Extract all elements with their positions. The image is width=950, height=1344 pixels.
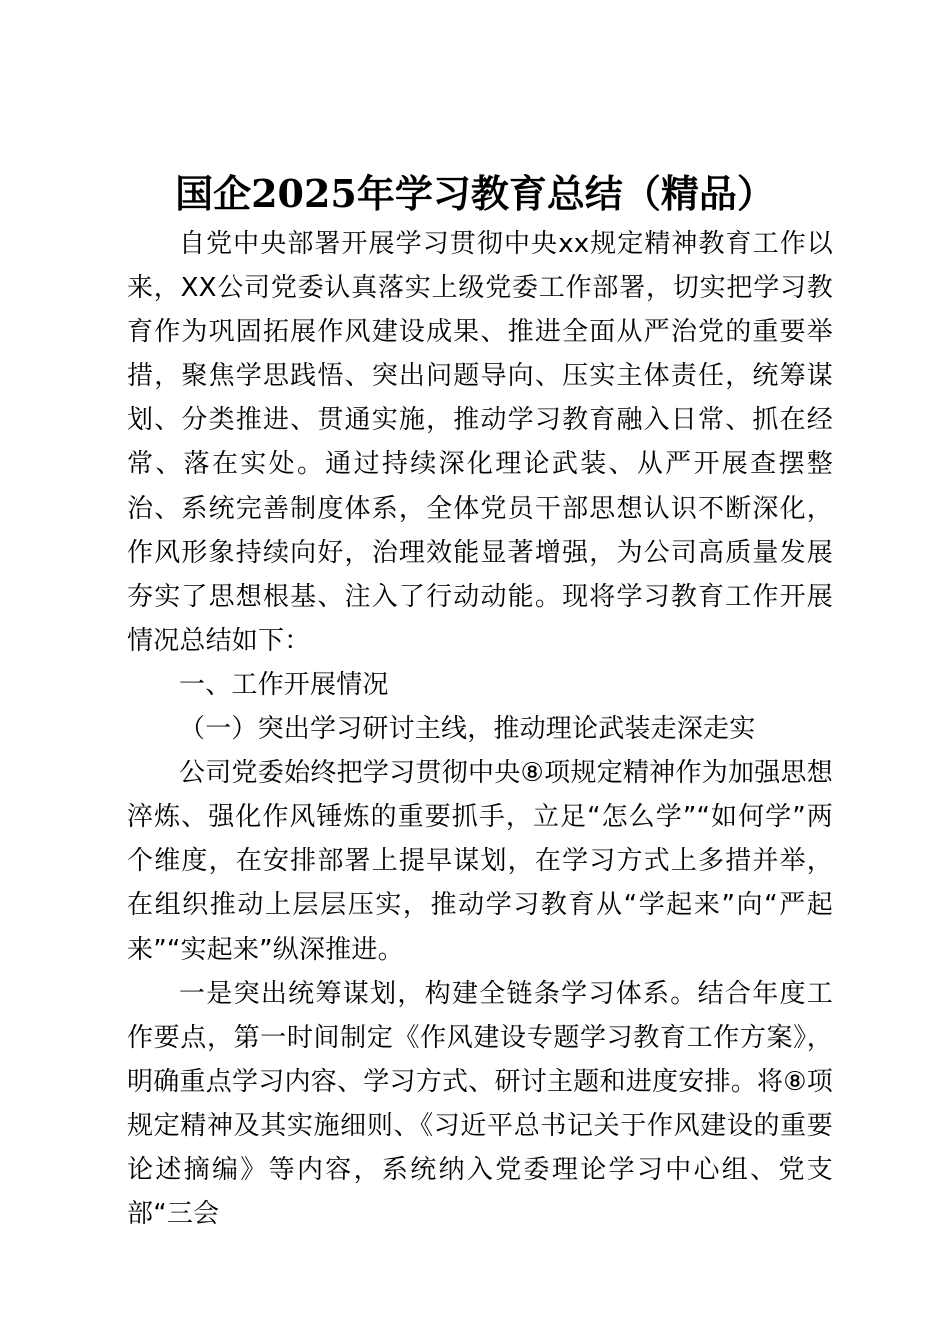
section-heading: 一、工作开展情况 <box>179 669 389 700</box>
paragraph-party-committee: 公司党委始终把学习贯彻中央⑧项规定精神作为加强思想淬炼、强化作风锤炼的重要抓手，立足“怎么学”“如何学”两个维度，在安排部署上提早谋划，在学习方式上多措并举，在组织推动上层层压实，推动学习教育从“学起来”向“严起来”“实起来”纵深推进。 <box>127 758 833 965</box>
subsection-heading: （一）突出学习研讨主线，推动理论武装走深走实 <box>179 714 756 745</box>
document-body <box>127 222 833 1236</box>
document-title: 国企2025年学习教育总结（精品） <box>175 171 775 216</box>
paragraph-point-one: 一是突出统筹谋划，构建全链条学习体系。结合年度工作要点，第一时间制定《作风建设专题学习教育工作方案》，明确重点学习内容、学习方式、研讨主题和进度安排。将⑧项规定精神及其实施细则、《习近平总书记关于作风建设的重要论述摘编》等内容，系统纳入党委理论学习中心组、党支部“三会 <box>127 978 833 1230</box>
paragraph-intro: 自党中央部署开展学习贯彻中央xx规定精神教育工作以来，XX公司党委认真落实上级党委工作部署，切实把学习教育作为巩固拓展作风建设成果、推进全面从严治党的重要举措，聚焦学思践悟、突出问题导向、压实主体责任，统筹谋划、分类推进、贯通实施，推动学习教育融入日常、抓在经常、落在实处。通过持续深化理论武装、从严开展查摆整治、系统完善制度体系，全体党员干部思想认识不断深化，作风形象持续向好，治理效能显著增强，为公司高质量发展夯实了思想根基、注入了行动动能。现将学习教育工作开展情况总结如下： <box>127 229 833 656</box>
